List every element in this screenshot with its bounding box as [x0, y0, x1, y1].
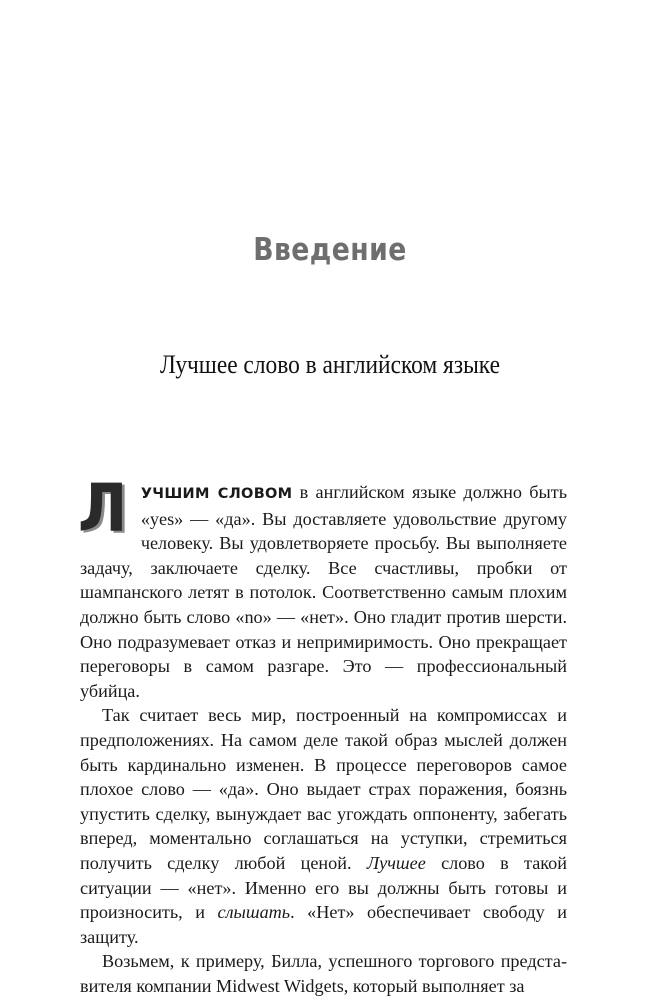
section-title: Лучшее слово в английском языке — [160, 350, 500, 379]
paragraph-2-text-b: слово в такой ситуации — «нет». Именно его вы должны быть готовы и произносить, и — [80, 852, 568, 923]
paragraph-2-emphasis-a: Лучшее — [366, 852, 426, 873]
paragraph-3-text: Возьмем, к примеру, Билла, успешного торгового представителя компании Midwest Widgets, который выполняет за — [80, 951, 567, 996]
paragraph-2 — [80, 703, 567, 949]
chapter-title: Введение — [253, 232, 407, 268]
paragraph-1-text: в английском языке должно быть «yes» — «да». Вы доставляете удовольствие другому человеку. Вы удовлетворяете просьбу. Вы выполняете задачу, заключаете сделку. Все счастливы, пробки от шампанского летят в потолок. Соответственно самым плохим должно быть слово «no» — «нет». Оно гладит против шерсти. Оно подразумевает отказ и непримиримость. Оно прекращает переговоры в самом разгаре. Это — профессиональный убийца. — [80, 482, 568, 701]
paragraph-2-emphasis-b: слышать — [217, 902, 291, 923]
paragraph-2-text-c: . «Нет» обеспечивает свободу и защиту. — [80, 902, 567, 947]
paragraph-2-text-a: Так считает весь мир, построенный на компромиссах и предположениях. На самом деле такой образ мыслей должен быть кардинально изменен. В процессе переговоров самое плохое слово — «да». Оно выдает страх поражения, боязнь упустить сделку, вынуждает вас угождать оппоненту, забегать вперед, моментально соглашаться на уступки, стремиться получить сделку любой ценой. — [80, 705, 567, 873]
drop-cap: Л — [78, 470, 128, 547]
body-text — [78, 470, 568, 998]
paragraph-3 — [80, 949, 567, 998]
lead-in-words: УЧШИМ СЛОВОМ — [140, 486, 293, 502]
paragraph-1 — [78, 470, 568, 703]
